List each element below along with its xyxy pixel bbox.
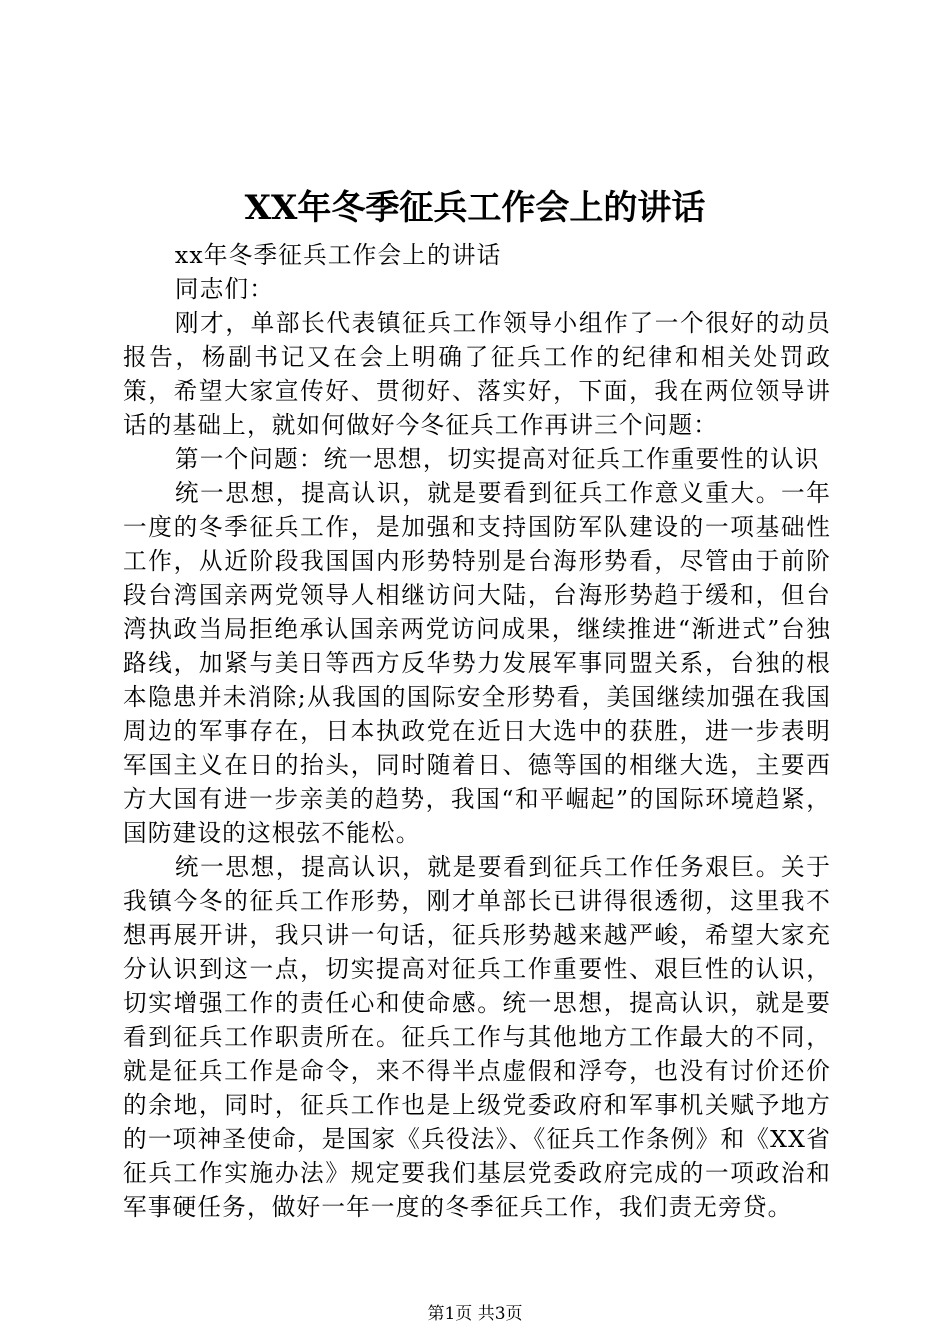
paragraph-salutation: 同志们： [174,275,275,303]
paragraph-significance: 统一思想，提高认识，就是要看到征兵工作意义重大。一年一度的冬季征兵工作，是加强和支持国防军队建设的一项基础性工作，从近阶段我国国内形势特别是台海形势看，尽管由于前阶段台湾国亲两党领导人相继访问大陆，台海形势趋于缓和，但台湾执政当局拒绝承认国亲两党访问成果，继续推进“渐进式”台独路线，加紧与美日等西方反华势力发展军事同盟关系，台独的根本隐患并未消除;从我国的国际安全形势看，美国继续加强在我国周边的军事存在，日本执政党在近日大选中的获胜，进一步表明军国主义在日的抬头，同时随着日、德等国的相继大选，主要西方大国有进一步亲美的趋势，我国“和平崛起”的国际环境趋紧，国防建设的这根弦不能松。 [123,479,831,847]
document-body [123,238,831,1224]
paragraph-difficulty: 统一思想，提高认识，就是要看到征兵工作任务艰巨。关于我镇今冬的征兵工作形势，刚才单部长已讲得很透彻，这里我不想再展开讲，我只讲一句话，征兵形势越来越严峻，希望大家充分认识到这一点，切实提高对征兵工作重要性、艰巨性的认识，切实增强工作的责任心和使命感。统一思想，提高认识，就是要看到征兵工作职责所在。征兵工作与其他地方工作最大的不同，就是征兵工作是命令，来不得半点虚假和浮夸，也没有讨价还价的余地，同时，征兵工作也是上级党委政府和军事机关赋予地方的一项神圣使命，是国家《兵役法》、《征兵工作条例》和《XX省征兵工作实施办法》规定要我们基层党委政府完成的一项政治和军事硬任务，做好一年一度的冬季征兵工作，我们责无旁贷。 [123,853,831,1221]
paragraph-intro: 刚才，单部长代表镇征兵工作领导小组作了一个很好的动员报告，杨副书记又在会上明确了征兵工作的纪律和相关处罚政策，希望大家宣传好、贯彻好、落实好，下面，我在两位领导讲话的基础上，就如何做好今冬征兵工作再讲三个问题： [123,309,831,439]
page-number: 第1页 共3页 [427,1304,523,1324]
paragraph-subtitle: xx年冬季征兵工作会上的讲话 [174,241,502,269]
paragraph-first-issue: 第一个问题：统一思想，切实提高对征兵工作重要性的认识 [174,445,820,473]
document-title: XX年冬季征兵工作会上的讲话 [244,188,706,228]
